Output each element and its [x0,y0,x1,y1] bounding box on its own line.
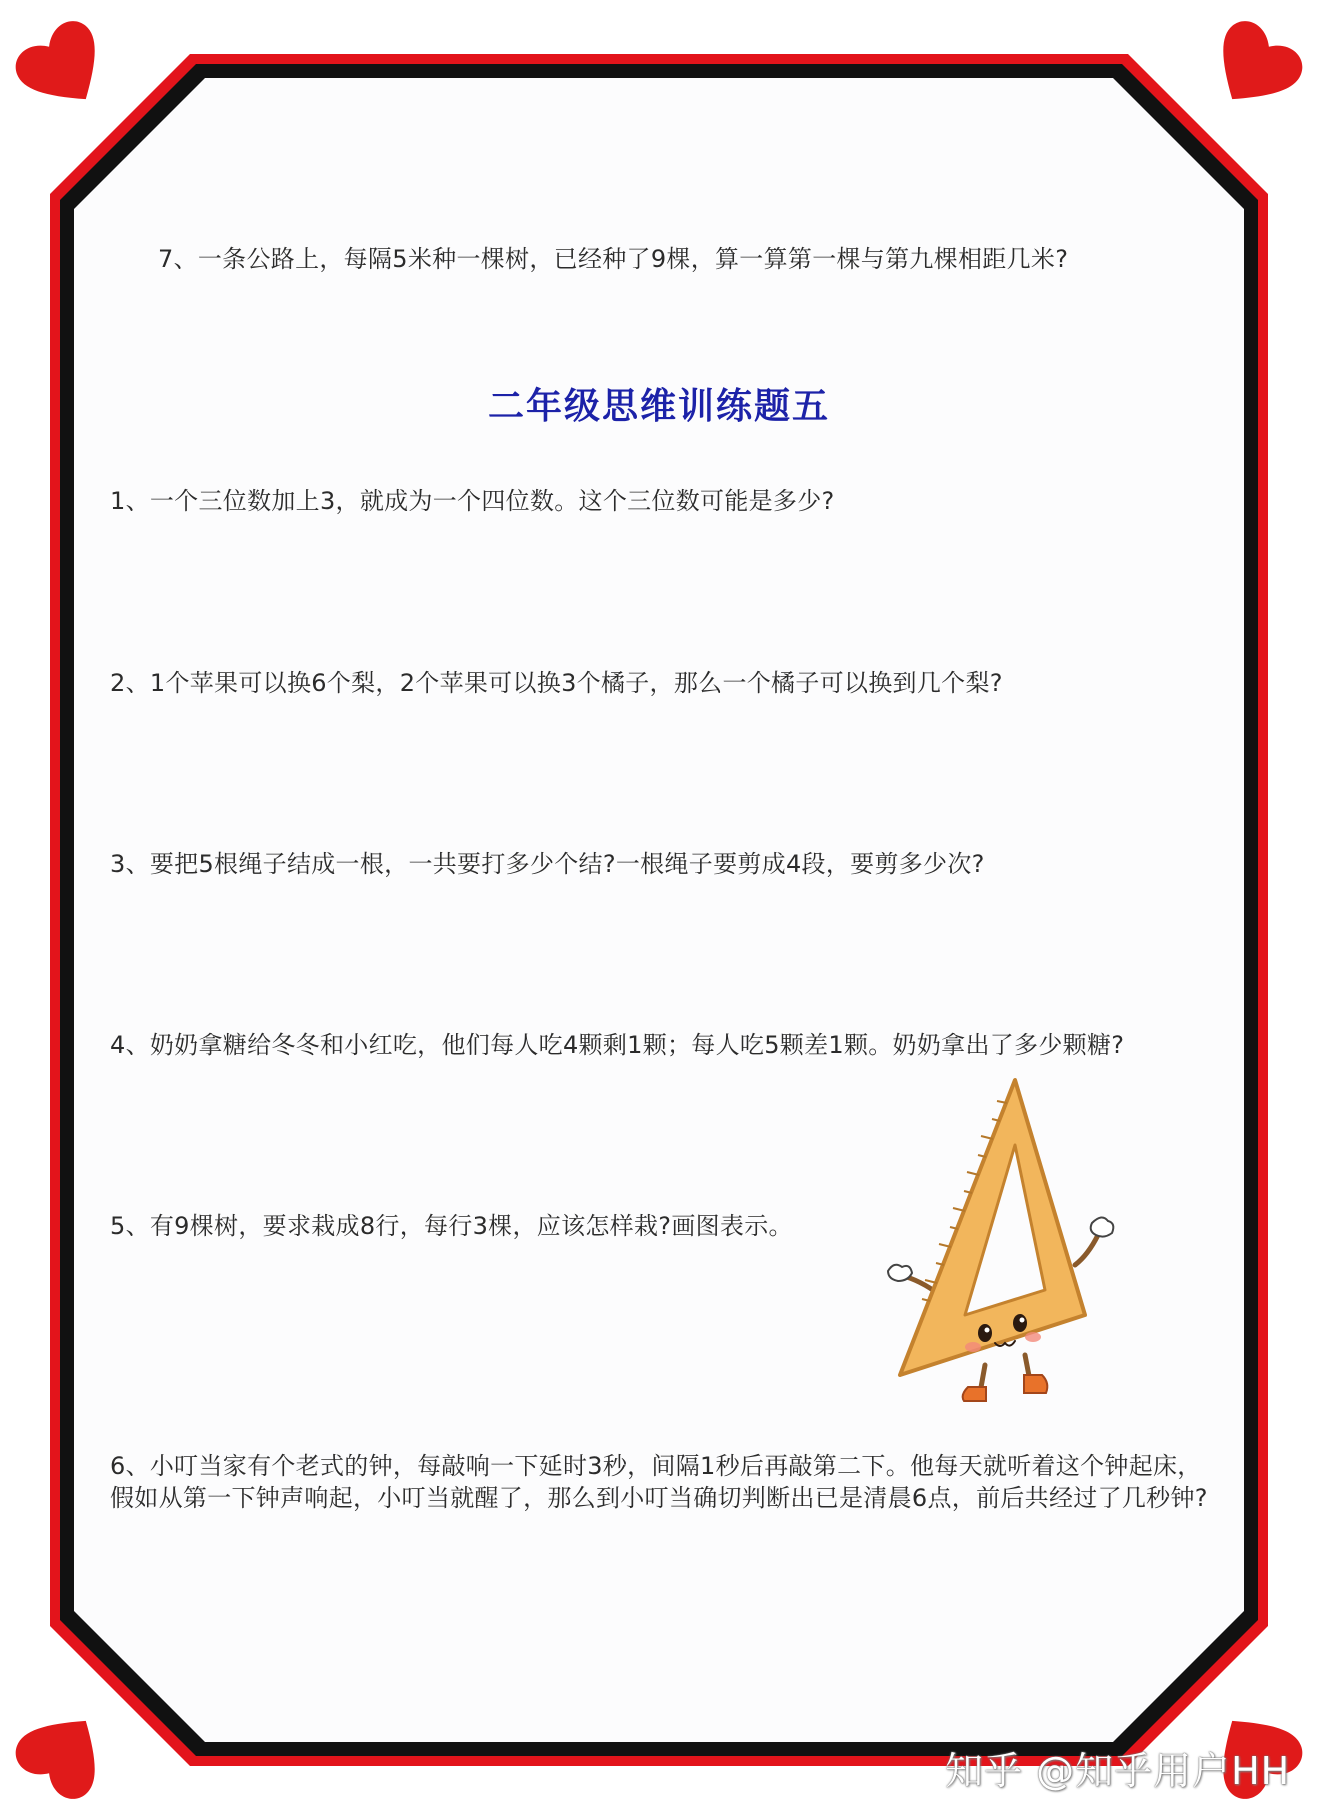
question-2: 2、1个苹果可以换6个梨，2个苹果可以换3个橘子，那么一个橘子可以换到几个梨? [110,669,1003,697]
question-5: 5、有9棵树，要求栽成8行，每行3棵，应该怎样栽?画图表示。 [110,1212,793,1240]
zhihu-watermark: 知乎 @知乎用户HH [945,1749,1291,1793]
question-4: 4、奶奶拿糖给冬冬和小红吃，他们每人吃4颗剩1颗；每人吃5颗差1颗。奶奶拿出了多少颗糖? [110,1031,1125,1059]
triangle-ruler-mascot-icon [870,1075,1130,1405]
question-6: 6、小叮当家有个老式的钟，每敲响一下延时3秒，间隔1秒后再敲第二下。他每天就听着这个钟起床，假如从第一下钟声响起，小叮当就醒了，那么到小叮当确切判断出已是清晨6点，前后共经过了几秒钟? [110,1452,1208,1512]
question-3: 3、要把5根绳子结成一根，一共要打多少个结?一根绳子要剪成4段，要剪多少次? [110,850,985,878]
question-1: 1、一个三位数加上3，就成为一个四位数。这个三位数可能是多少? [110,487,835,515]
section-title: 二年级思维训练题五 [487,386,830,427]
question-7-previous: 7、一条公路上，每隔5米种一棵树，已经种了9棵，算一算第一棵与第九棵相距几米? [158,245,1069,273]
